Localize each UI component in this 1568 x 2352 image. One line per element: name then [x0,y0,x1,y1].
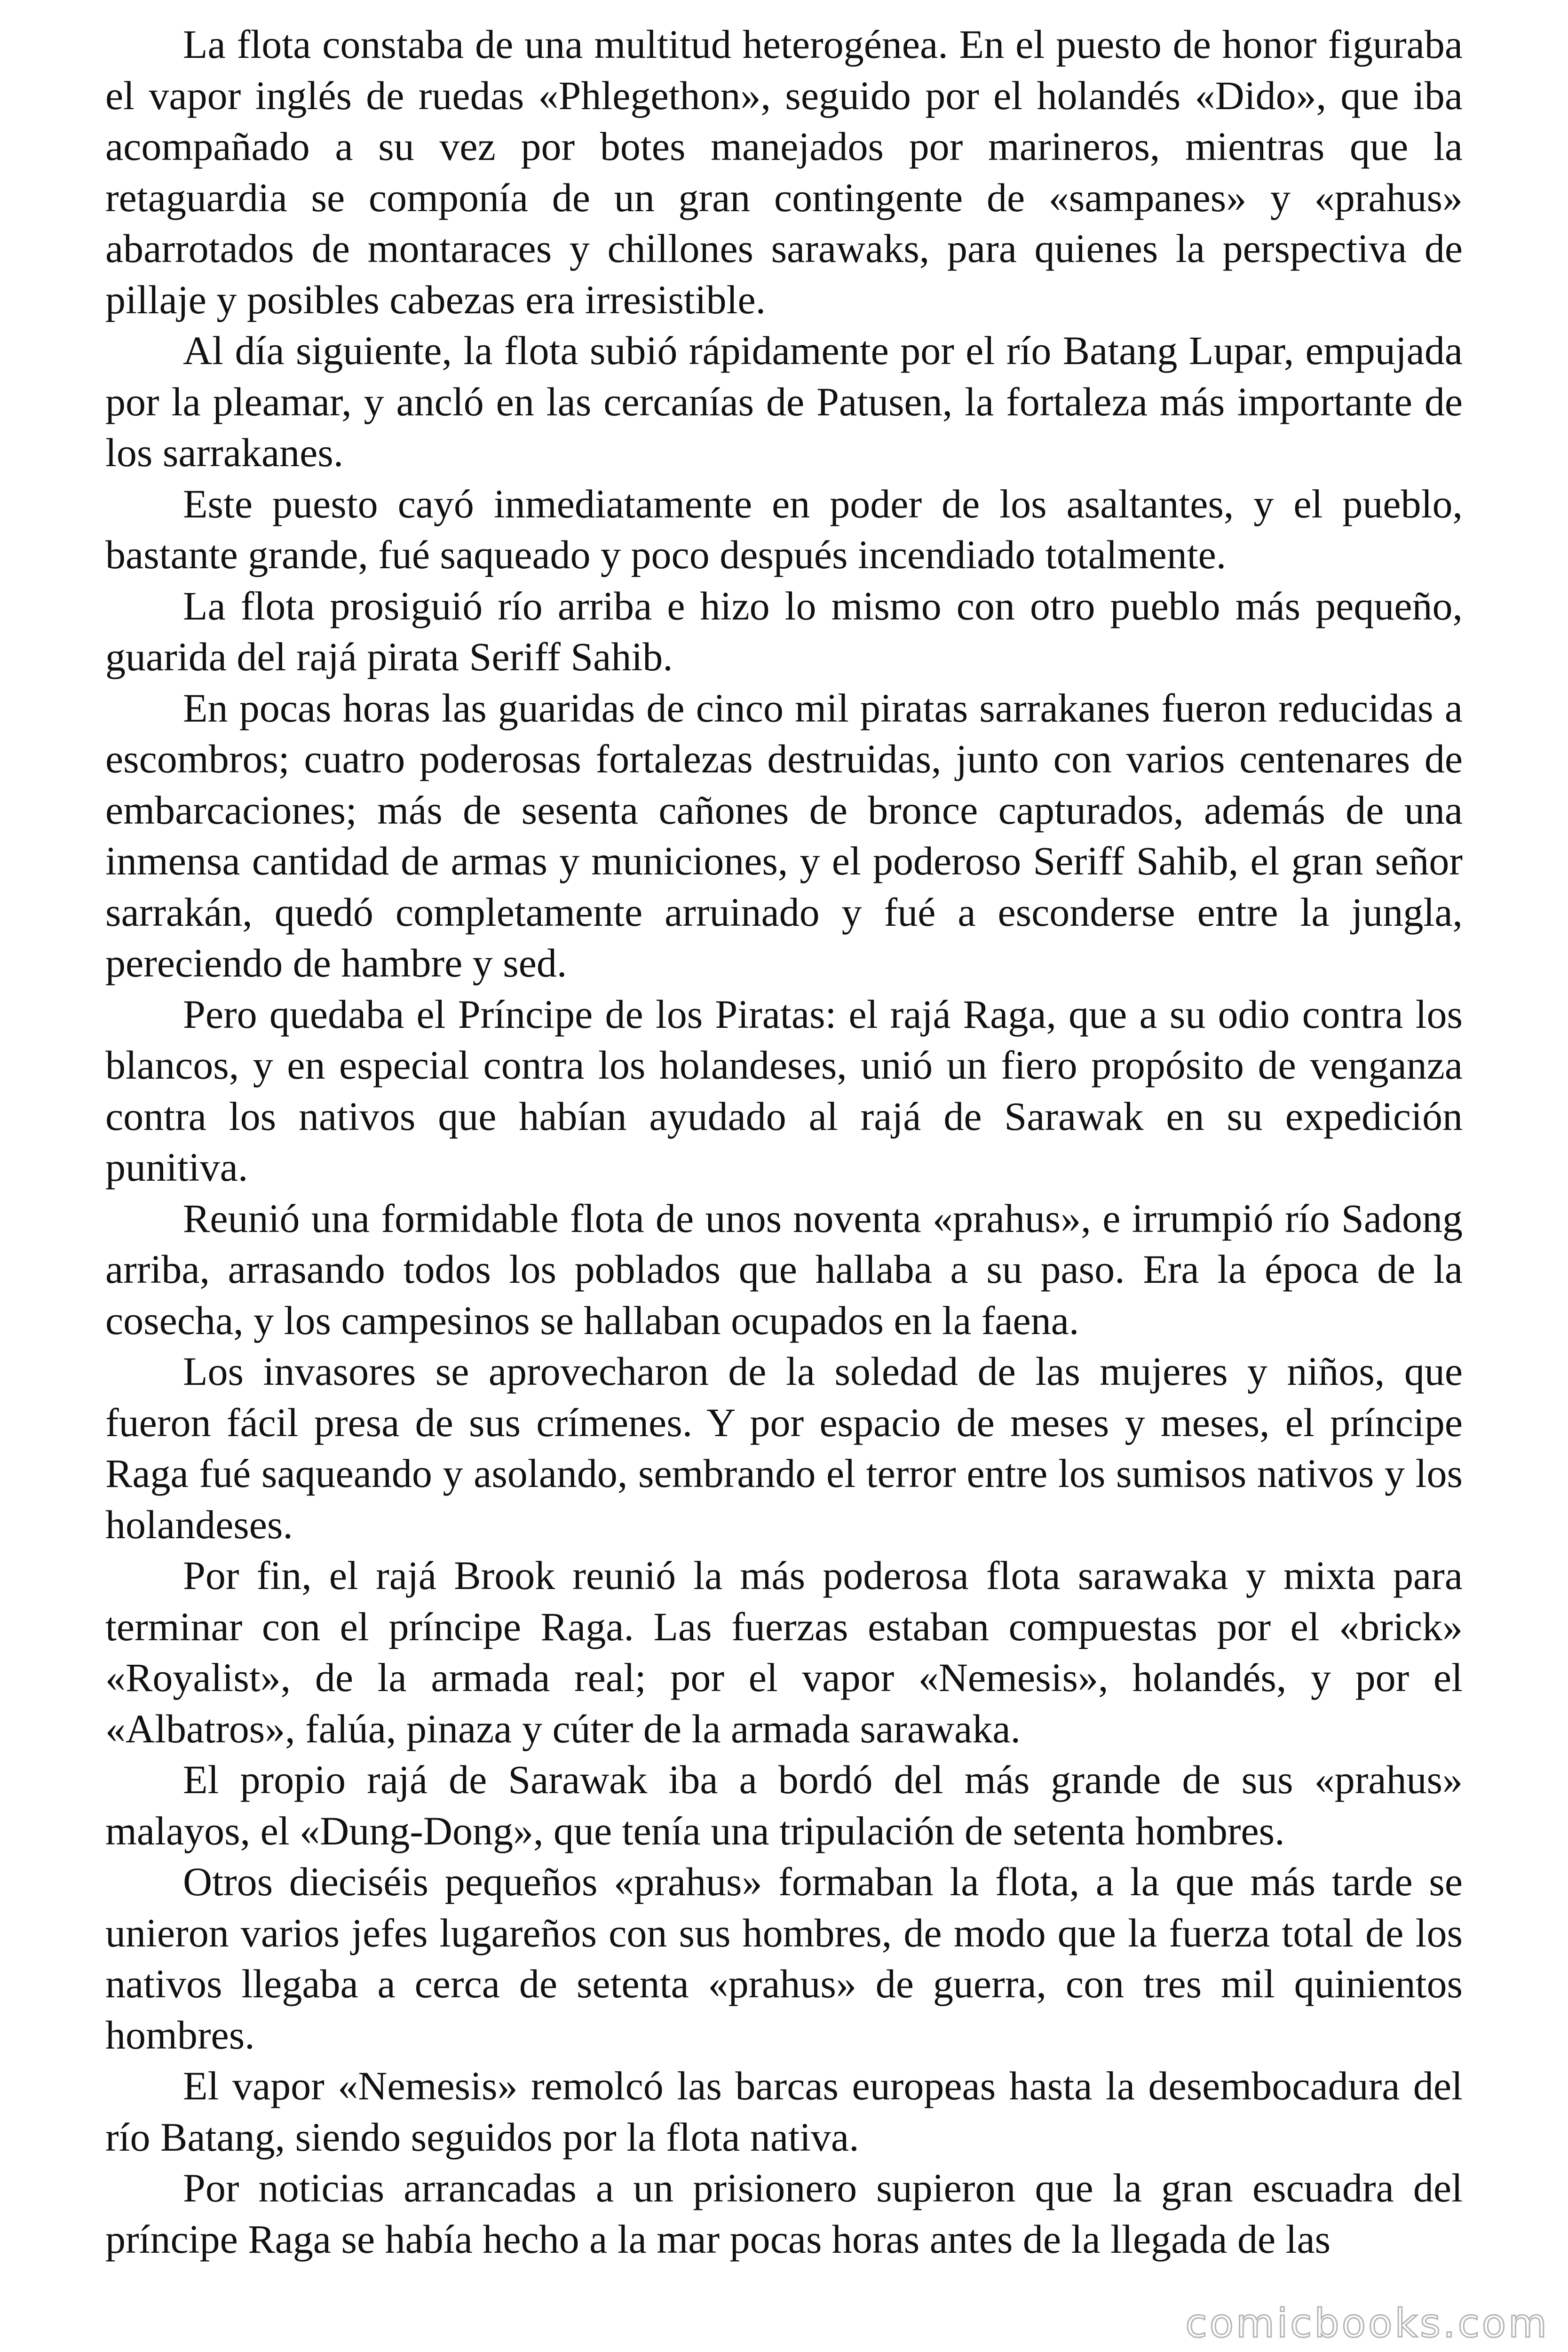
book-page-text [105,19,1463,2265]
paragraph: Los invasores se aprovecharon de la soledad de las mujeres y niños, que fueron fácil presa de sus crímenes. Y por espacio de meses y meses, el príncipe Raga fué saqueando y asolando, sembrando el terror entre los sumisos nativos y los holandeses. [105,1349,1463,1547]
paragraph: Otros dieciséis pequeños «prahus» formaban la flota, a la que más tarde se unieron varios jefes lugareños con sus hombres, de modo que la fuerza total de los nativos llegaba a cerca de setenta «prahus» de guerra, con tres mil quinientos hombres. [105,1859,1463,2058]
paragraph: La flota prosiguió río arriba e hizo lo mismo con otro pueblo más pequeño, guarida del rajá pirata Seriff Sahib. [105,583,1463,679]
watermark: comicbooks.com [1185,2300,1549,2346]
paragraph: El vapor «Nemesis» remolcó las barcas europeas hasta la desembocadura del río Batang, siendo seguidos por la flota nativa. [105,2063,1463,2160]
paragraph: El propio rajá de Sarawak iba a bordó del más grande de sus «prahus» malayos, el «Dung-Dong», que tenía una tripulación de setenta hombres. [105,1757,1463,1853]
paragraph: La flota constaba de una multitud heterogénea. En el puesto de honor figuraba el vapor inglés de ruedas «Phlegethon», seguido por el holandés «Dido», que iba acompañado a su vez por botes manejados por marineros, mientras que la retaguardia se componía de un gran contingente de «sampanes» y «prahus» abarrotados de montaraces y chillones sarawaks, para quienes la perspectiva de pillaje y posibles cabezas era irresistible. [105,22,1463,322]
paragraph: En pocas horas las guaridas de cinco mil piratas sarrakanes fueron reducidas a escombros; cuatro poderosas fortalezas destruidas, junto con varios centenares de embarcaciones; más de sesenta cañones de bronce capturados, además de una inmensa cantidad de armas y municiones, y el poderoso Seriff Sahib, el gran señor sarrakán, quedó completamente arruinado y fué a esconderse entre la jungla, pereciendo de hambre y sed. [105,685,1463,985]
paragraph: Pero quedaba el Príncipe de los Piratas: el rajá Raga, que a su odio contra los blancos, y en especial contra los holandeses, unió un fiero propósito de venganza contra los nativos que habían ayudado al rajá de Sarawak en su expedición punitiva. [105,991,1463,1190]
paragraph: Este puesto cayó inmediatamente en poder de los asaltantes, y el pueblo, bastante grande, fué saqueado y poco después incendiado totalmente. [105,481,1463,577]
paragraph: Por fin, el rajá Brook reunió la más poderosa flota sarawaka y mixta para terminar con el príncipe Raga. Las fuerzas estaban compuestas por el «brick» «Royalist», de la armada real; por el vapor «Nemesis», holandés, y por el «Albatros», falúa, pinaza y cúter de la armada sarawaka. [105,1553,1463,1751]
paragraph: Por noticias arrancadas a un prisionero supieron que la gran escuadra del príncipe Raga se había hecho a la mar pocas horas antes de la llegada de las [105,2165,1463,2262]
paragraph: Reunió una formidable flota de unos noventa «prahus», e irrumpió río Sadong arriba, arrasando todos los poblados que hallaba a su paso. Era la época de la cosecha, y los campesinos se hallaban ocupados en la faena. [105,1195,1463,1343]
paragraph: Al día siguiente, la flota subió rápidamente por el río Batang Lupar, empujada por la pleamar, y ancló en las cercanías de Patusen, la fortaleza más importante de los sarrakanes. [105,328,1463,475]
